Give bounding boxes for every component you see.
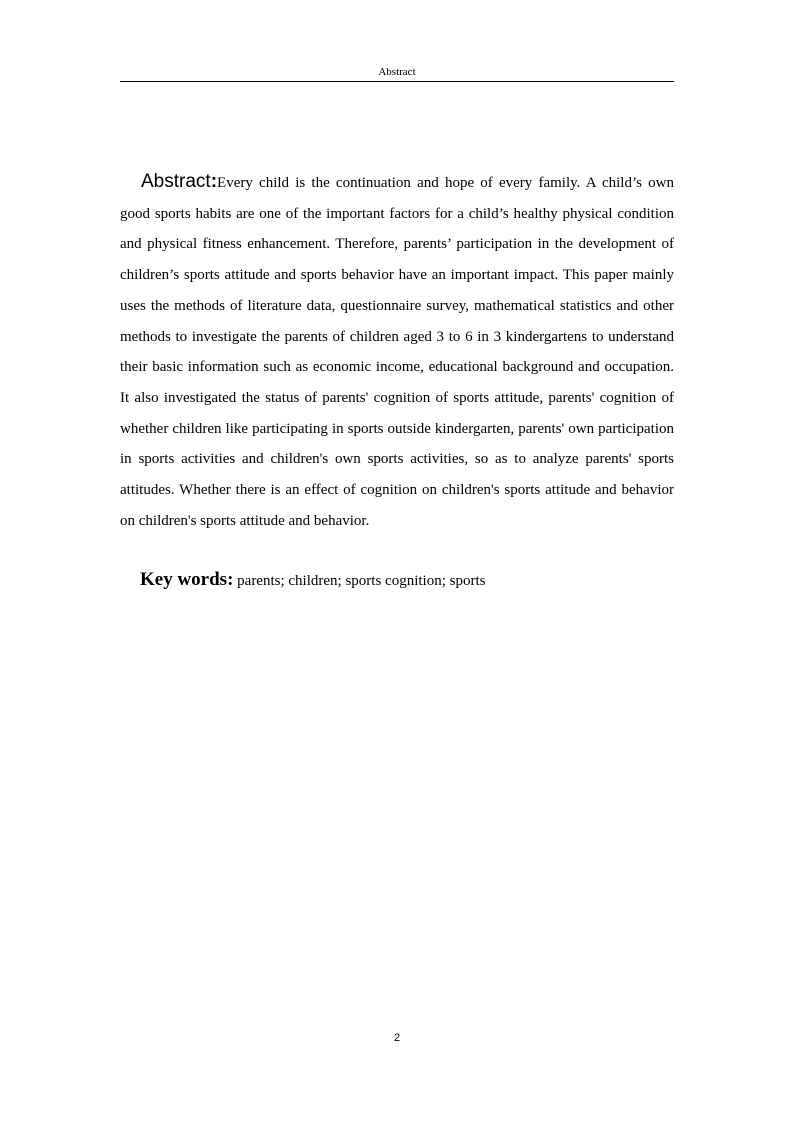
abstract-label: Abstract <box>141 171 211 192</box>
keywords-label: Key words: <box>140 569 234 590</box>
abstract-colon: : <box>210 171 218 192</box>
keywords-line <box>120 565 674 596</box>
keywords-text: parents; children; sports cognition; sports <box>237 573 486 589</box>
page-header <box>120 64 674 82</box>
abstract-paragraph <box>120 167 674 536</box>
page-number: 2 <box>393 1032 401 1044</box>
running-header-title: Abstract <box>378 66 416 78</box>
abstract-text: Every child is the continuation and hope of every family. A child’s own good sports habits are one of the important factors for a child’s healthy physical condition and physical fitness enhancement. Therefore, parents’ participation in the development of children’s sports attitude and sports behavior have an important impact. This paper mainly uses the methods of literature data, questionnaire survey, mathematical statistics and other methods to investigate the parents of children aged 3 to 6 in 3 kindergartens to understand their basic information such as economic income, educational background and occupation. It also investigated the status of parents' cognition of sports attitude, parents' cognition of whether children like participating in sports outside kindergarten, parents' own participation in sports activities and children's own sports activities, so as to analyze parents' sports attitudes. Whether there is an effect of cognition on children's sports attitude and behavior on children's sports attitude and behavior. <box>120 175 674 529</box>
